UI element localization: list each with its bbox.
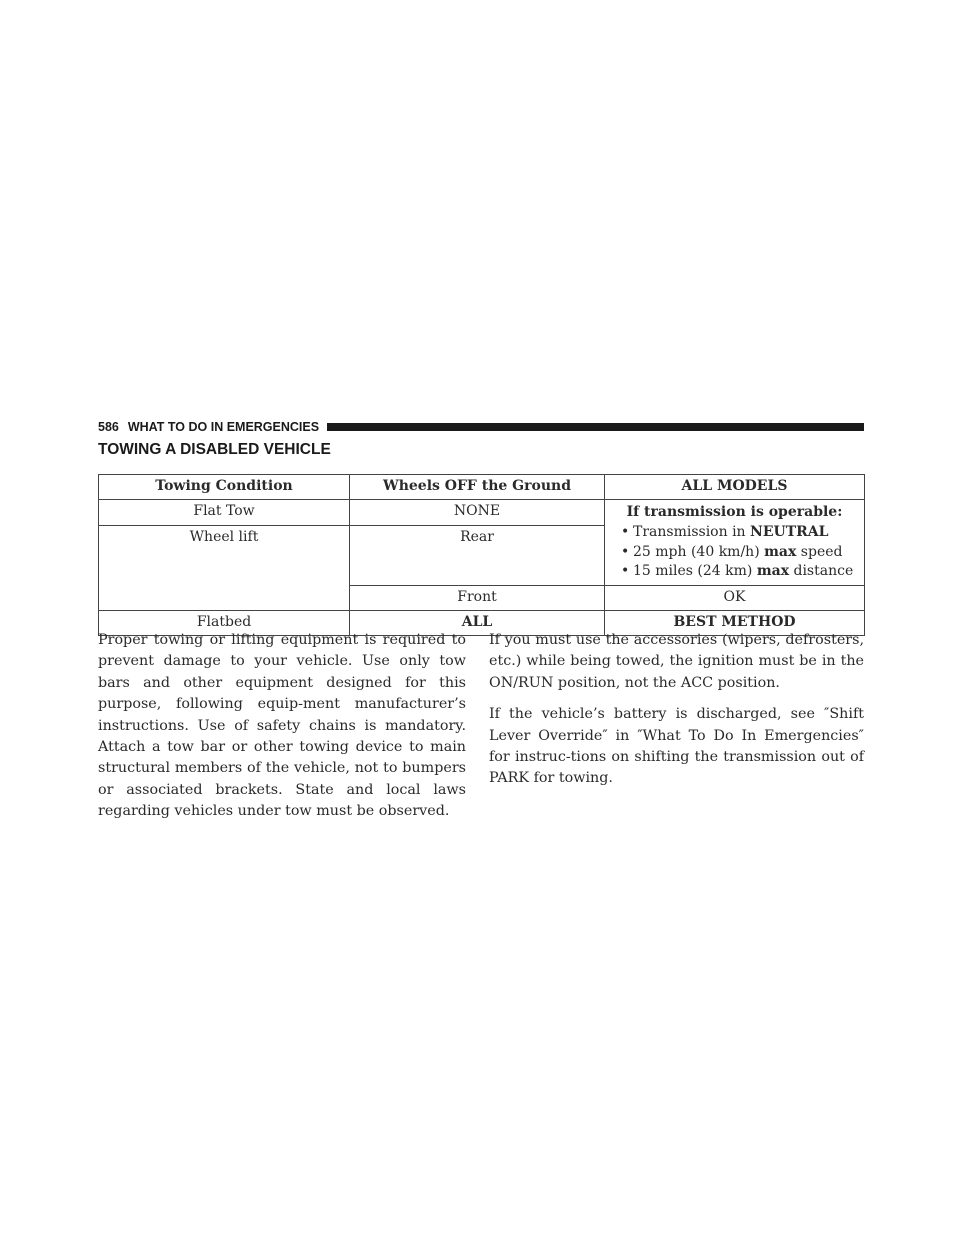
- header-all-models: ALL MODELS: [605, 475, 865, 500]
- list-item: • 15 miles (24 km) max distance: [621, 562, 860, 582]
- cell-flatbed: Flatbed: [99, 610, 350, 635]
- table-row: [99, 500, 865, 526]
- right-paragraph-battery: If the vehicle’s battery is discharged, see ″Shift Lever Override″ in ″What To Do In Emergencies″ for instruc-tions on shifting the transmission out of PARK for towing.: [489, 706, 864, 787]
- right-column: [489, 630, 864, 800]
- cell-flatbed-wheels: ALL: [350, 610, 605, 635]
- cell-flat-tow-wheels: NONE: [350, 500, 605, 526]
- header-wheels-off-ground: Wheels OFF the Ground: [350, 475, 605, 500]
- operable-list: [609, 523, 860, 582]
- list-item: • 25 mph (40 km/h) max speed: [621, 543, 860, 563]
- cell-wheel-lift-front-result: OK: [605, 585, 865, 610]
- section-title: TOWING A DISABLED VEHICLE: [98, 441, 331, 458]
- left-column: [98, 630, 466, 833]
- section-header: WHAT TO DO IN EMERGENCIES: [127, 420, 320, 434]
- towing-table: [98, 474, 865, 636]
- header-rule: [327, 423, 864, 431]
- cell-wheel-lift: Wheel lift: [99, 526, 350, 611]
- cell-flatbed-result: BEST METHOD: [605, 610, 865, 635]
- cell-operable-conditions: [605, 500, 865, 586]
- cell-wheel-lift-rear: Rear: [350, 526, 605, 586]
- list-item: • Transmission in NEUTRAL: [621, 523, 860, 543]
- page-header: [98, 418, 864, 436]
- cell-flat-tow: Flat Tow: [99, 500, 350, 526]
- operable-heading: If transmission is operable:: [626, 504, 843, 520]
- left-paragraph: Proper towing or lifting equipment is required to prevent damage to your vehicle. Use only tow bars and other equipment designed for this purpose, following equip-ment manufacturer’s instructions. Use of safety chains is mandatory. Attach a tow bar or other towing device to main structural members of the vehicle, not to bumpers or associated brackets. State and local laws regarding vehicles under tow must be observed.: [98, 632, 466, 820]
- cell-wheel-lift-front: Front: [350, 585, 605, 610]
- table-header-row: [99, 475, 865, 500]
- right-paragraph-accessories: If you must use the accessories (wipers, defrosters, etc.) while being towed, the ignition must be in the ON/RUN position, not the ACC position.: [489, 632, 864, 691]
- header-towing-condition: Towing Condition: [99, 475, 350, 500]
- page-number: 586: [98, 420, 119, 434]
